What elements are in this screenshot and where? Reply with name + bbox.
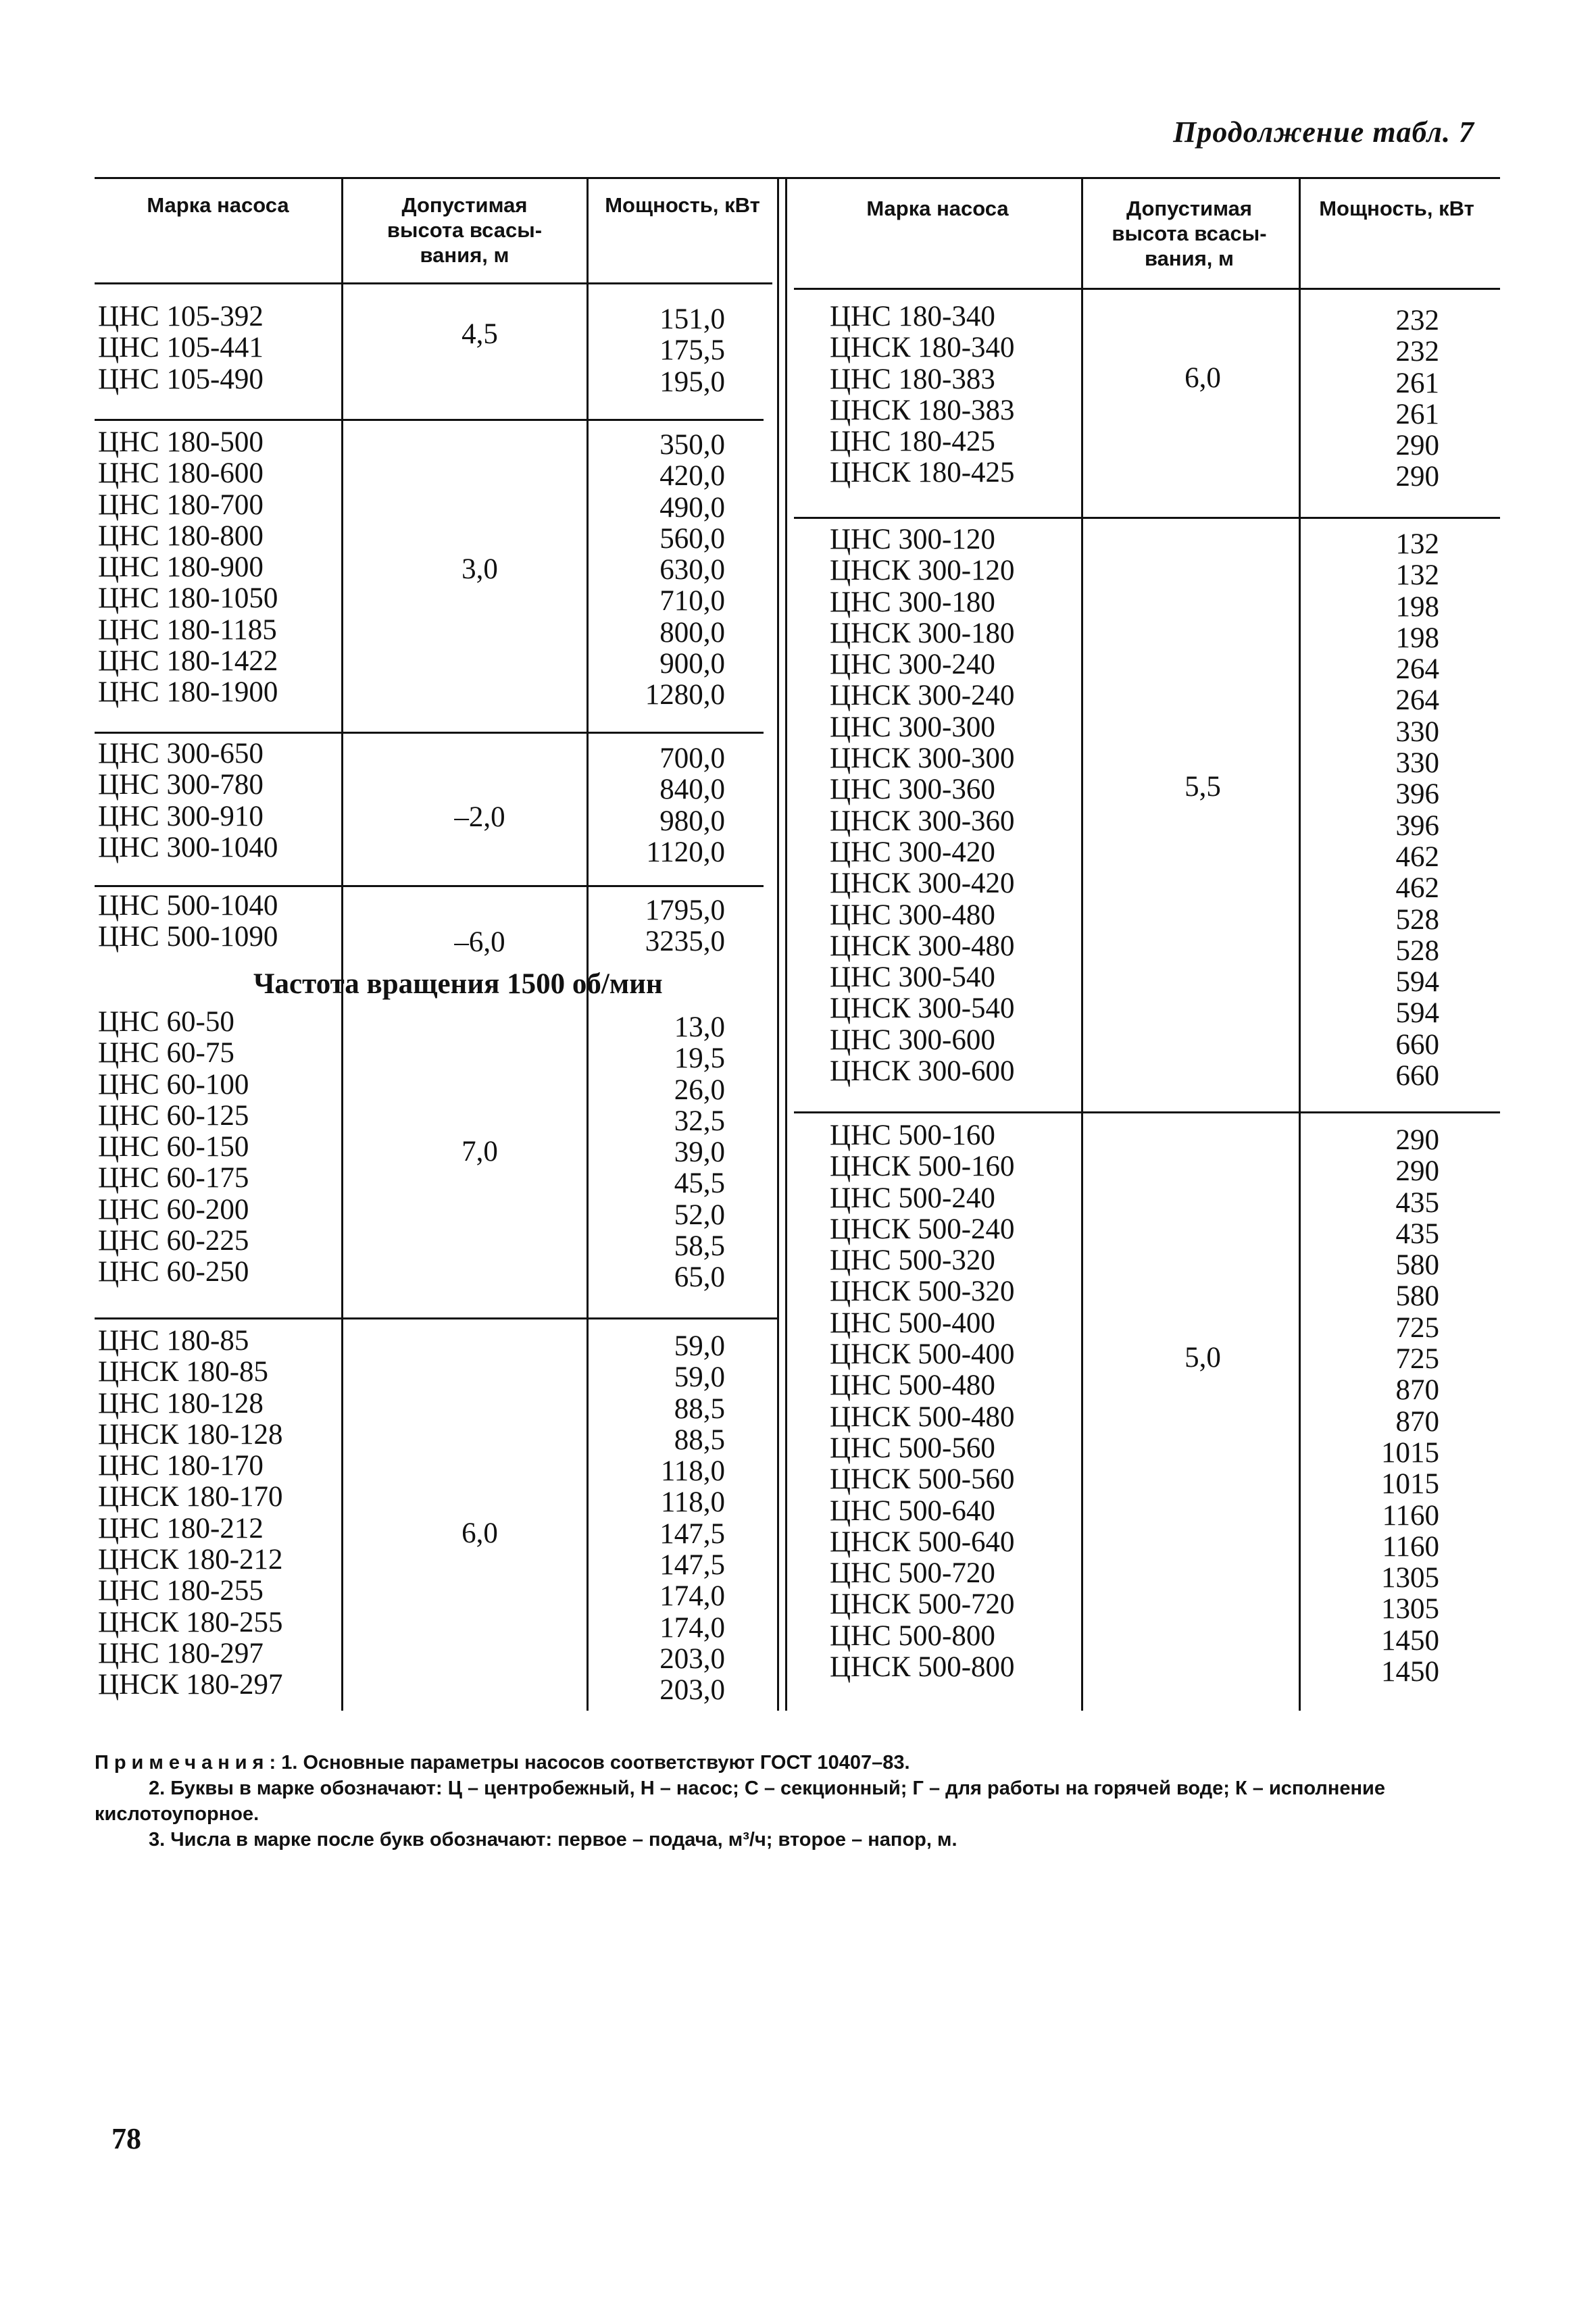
- table-row-power: 840,0: [659, 774, 725, 806]
- table-row-power: 1280,0: [645, 679, 725, 711]
- table-row-brand: ЦНС 300-1040: [98, 831, 278, 863]
- table-row-brand: ЦНС 300-180: [830, 586, 995, 618]
- table-row-brand: ЦНС 300-420: [830, 836, 995, 868]
- note-3: 3. Числа в марке после букв обозначают: первое – подача, м³/ч; второе – напор, м.: [149, 1829, 957, 1851]
- left-group-5-height: 7,0: [462, 1136, 498, 1167]
- right-group-2-powers: [1324, 529, 1439, 1092]
- table-row-brand: ЦНС 500-480: [830, 1369, 995, 1402]
- table-row-power: 350,0: [659, 429, 725, 461]
- table-row-brand: ЦНС 180-1422: [98, 645, 278, 678]
- table-row-brand: ЦНС 300-360: [830, 774, 995, 806]
- left-group-6-brands: [98, 1326, 283, 1701]
- table-row-brand: ЦНС 105-441: [98, 332, 264, 364]
- right-group-3-height: 5,0: [1184, 1342, 1221, 1374]
- table-row-brand: ЦНС 60-75: [98, 1037, 234, 1070]
- table-row-brand: ЦНСК 180-128: [98, 1418, 283, 1451]
- table-row-brand: ЦНСК 300-180: [830, 617, 1015, 649]
- table-row-power: 1305: [1381, 1562, 1439, 1594]
- table-row-brand: ЦНСК 500-160: [830, 1151, 1015, 1183]
- table-row-power: 118,0: [660, 1455, 725, 1488]
- table-row-power: 396: [1395, 778, 1439, 811]
- table-row-power: 1795,0: [645, 895, 725, 926]
- table-row-brand: ЦНСК 500-400: [830, 1338, 1015, 1371]
- table-row-power: 203,0: [659, 1674, 725, 1707]
- table-row-power: 870: [1395, 1374, 1439, 1407]
- table-row-power: 198: [1395, 622, 1439, 654]
- notes-block: [95, 1750, 1500, 1853]
- table-row-brand: ЦНСК 300-120: [830, 555, 1015, 587]
- table-row-brand: ЦНСК 180-255: [98, 1606, 283, 1638]
- right-header-power: Мощность, кВт: [1319, 197, 1474, 220]
- table-row-brand: ЦНС 500-560: [830, 1432, 995, 1464]
- table-row-brand: ЦНСК 180-212: [98, 1544, 283, 1576]
- table-row-brand: ЦНСК 300-540: [830, 992, 1015, 1025]
- table-row-brand: ЦНС 500-320: [830, 1244, 995, 1277]
- table-row-power: 19,5: [674, 1042, 725, 1075]
- table-row-brand: ЦНС 180-170: [98, 1450, 264, 1482]
- table-row-brand: ЦНС 60-250: [98, 1256, 249, 1288]
- table-row-power: 45,5: [674, 1167, 725, 1200]
- table-row-brand: ЦНС 60-100: [98, 1068, 249, 1101]
- table-row-brand: ЦНС 500-240: [830, 1182, 995, 1214]
- left-group-6-height: 6,0: [462, 1517, 498, 1549]
- table-row-power: 118,0: [660, 1486, 725, 1519]
- center-double-rule-b: [785, 177, 787, 1711]
- table-row-brand: ЦНСК 300-240: [830, 680, 1015, 712]
- table-row-power: 147,5: [659, 1549, 725, 1582]
- table-row-power: 151,0: [659, 303, 725, 335]
- right-group-sep-1: [794, 517, 1500, 519]
- left-header-height: Допустимая высота всасы-вания, м: [386, 193, 543, 268]
- right-col-divider-1: [1081, 177, 1083, 1711]
- table-row-power: 261: [1395, 398, 1439, 430]
- table-row-power: 203,0: [659, 1642, 725, 1675]
- table-row-brand: ЦНС 500-1090: [98, 921, 278, 953]
- table-row-power: 132: [1395, 528, 1439, 560]
- right-group-1-brands: [830, 301, 1015, 489]
- left-group-2-brands: [98, 427, 278, 709]
- table-row-brand: ЦНС 180-500: [98, 426, 264, 458]
- table-row-brand: ЦНС 180-900: [98, 551, 264, 584]
- table-row-power: 580: [1395, 1249, 1439, 1282]
- table-row-power: 420,0: [659, 460, 725, 493]
- center-double-rule-a: [777, 177, 779, 1711]
- table-row-power: 132: [1395, 559, 1439, 592]
- table-row-brand: ЦНС 500-720: [830, 1557, 995, 1590]
- table-row-power: 58,5: [674, 1230, 725, 1263]
- table-row-power: 52,0: [674, 1199, 725, 1231]
- table-row-brand: ЦНСК 180-383: [830, 394, 1015, 426]
- table-row-brand: ЦНС 300-480: [830, 899, 995, 931]
- table-row-brand: ЦНСК 500-640: [830, 1526, 1015, 1558]
- table-row-brand: ЦНС 105-490: [98, 363, 264, 395]
- table-row-brand: ЦНС 180-600: [98, 457, 264, 490]
- table-row-power: 1120,0: [646, 836, 725, 868]
- table-row-power: 900,0: [659, 648, 725, 680]
- table-row-brand: ЦНСК 500-240: [830, 1213, 1015, 1245]
- table-row-power: 330: [1395, 747, 1439, 780]
- table-row-power: 1160: [1382, 1530, 1439, 1563]
- right-group-1-powers: [1324, 305, 1439, 493]
- left-group-4-brands: [98, 890, 278, 953]
- table-row-power: 396: [1395, 809, 1439, 842]
- table-row-brand: ЦНС 60-150: [98, 1131, 249, 1163]
- table-row-brand: ЦНС 300-120: [830, 524, 995, 555]
- left-group-3-brands: [98, 738, 278, 863]
- left-col-divider-1: [341, 177, 343, 1711]
- table-row-brand: ЦНСК 180-425: [830, 457, 1015, 489]
- left-group-2-powers: [595, 430, 725, 711]
- right-group-1-height: 6,0: [1184, 362, 1221, 394]
- left-group-5-brands: [98, 1007, 249, 1288]
- table-row-brand: ЦНС 60-50: [98, 1006, 234, 1038]
- table-row-power: 32,5: [674, 1105, 725, 1137]
- table-row-power: 594: [1395, 997, 1439, 1030]
- right-group-3-brands: [830, 1120, 1015, 1683]
- table-row-power: 174,0: [659, 1611, 725, 1644]
- table-row-brand: ЦНС 180-700: [98, 488, 264, 521]
- table-row-brand: ЦНС 500-400: [830, 1307, 995, 1339]
- table-row-power: 560,0: [659, 522, 725, 555]
- left-group-sep-1: [95, 419, 764, 421]
- table-row-brand: ЦНСК 180-85: [98, 1356, 269, 1388]
- table-row-power: 725: [1395, 1343, 1439, 1376]
- right-col-divider-2: [1299, 177, 1301, 1711]
- table-row-brand: ЦНС 300-650: [98, 738, 264, 770]
- table-row-power: 59,0: [674, 1330, 725, 1362]
- table-row-power: 980,0: [659, 805, 725, 837]
- left-group-4-height: –6,0: [454, 926, 505, 958]
- table-row-power: 660: [1395, 1028, 1439, 1061]
- table-row-power: 88,5: [674, 1424, 725, 1456]
- table-row-power: 13,0: [674, 1011, 725, 1043]
- left-group-1-powers: [595, 304, 725, 398]
- table-row-power: 1015: [1381, 1436, 1439, 1469]
- table-row-brand: ЦНС 300-540: [830, 961, 995, 994]
- table-row-brand: ЦНС 180-1050: [98, 582, 278, 615]
- table-row-brand: ЦНС 180-128: [98, 1387, 264, 1419]
- left-col-divider-2: [587, 177, 589, 1711]
- left-group-4-powers: [595, 895, 725, 958]
- table-row-power: 1160: [1382, 1499, 1439, 1532]
- table-row-power: 26,0: [674, 1074, 725, 1106]
- table-row-brand: ЦНСК 500-320: [830, 1276, 1015, 1308]
- table-row-power: 490,0: [659, 491, 725, 524]
- table-row-power: 39,0: [674, 1136, 725, 1169]
- table-row-power: 232: [1395, 336, 1439, 368]
- table-row-power: 65,0: [674, 1261, 725, 1294]
- table-row-power: 175,5: [659, 334, 725, 367]
- table-row-power: 528: [1395, 934, 1439, 967]
- table-row-brand: ЦНС 60-200: [98, 1193, 249, 1226]
- table-row-power: 700,0: [659, 743, 725, 774]
- left-group-sep-2: [95, 732, 764, 734]
- table-row-power: 290: [1395, 1155, 1439, 1188]
- table-row-power: 290: [1395, 430, 1439, 462]
- table-row-power: 264: [1395, 653, 1439, 686]
- table-row-power: 1305: [1381, 1593, 1439, 1626]
- table-row-power: 630,0: [659, 554, 725, 586]
- table-row-brand: ЦНС 180-425: [830, 426, 995, 458]
- left-group-6-powers: [595, 1331, 725, 1707]
- table-row-brand: ЦНСК 180-297: [98, 1669, 283, 1701]
- table-row-power: 580: [1395, 1280, 1439, 1313]
- table-row-brand: ЦНСК 180-340: [830, 332, 1015, 364]
- left-group-1-height: 4,5: [462, 318, 498, 350]
- left-group-sep-4: [95, 1317, 777, 1319]
- table-row-brand: ЦНС 60-175: [98, 1162, 249, 1194]
- table-row-brand: ЦНСК 180-170: [98, 1481, 283, 1513]
- note-2: 2. Буквы в марке обозначают: Ц – центробежный, Н – насос; С – секционный; Г – для работы на горячей воде; К – исполнение кислотоупорное.: [95, 1778, 1385, 1825]
- right-group-2-height: 5,5: [1184, 771, 1221, 803]
- table-row-power: 147,5: [659, 1517, 725, 1550]
- table-row-power: 710,0: [659, 585, 725, 618]
- table-row-power: 59,0: [674, 1361, 725, 1394]
- table-row-power: 198: [1395, 590, 1439, 623]
- table-top-rule: [95, 177, 1500, 179]
- table-row-brand: ЦНС 180-85: [98, 1325, 249, 1357]
- table-row-brand: ЦНС 60-225: [98, 1225, 249, 1257]
- continuation-caption: Продолжение табл. 7: [1173, 116, 1474, 149]
- left-header-power: Мощность, кВт: [605, 193, 760, 217]
- table-row-power: 660: [1395, 1060, 1439, 1092]
- table-row-brand: ЦНС 180-340: [830, 301, 995, 332]
- right-group-3-powers: [1324, 1125, 1439, 1688]
- table-row-power: 330: [1395, 715, 1439, 748]
- rotation-speed-subheading: Частота вращения 1500 об/мин: [253, 968, 663, 1000]
- table-row-brand: ЦНС 180-1900: [98, 676, 278, 709]
- table-row-power: 1450: [1381, 1656, 1439, 1688]
- table-row-brand: ЦНСК 500-720: [830, 1588, 1015, 1621]
- left-group-1-brands: [98, 301, 264, 395]
- left-group-sep-3: [95, 885, 764, 887]
- table-row-brand: ЦНС 180-383: [830, 363, 995, 395]
- table-row-brand: ЦНС 500-1040: [98, 890, 278, 922]
- right-header-brand: Марка насоса: [866, 197, 1009, 220]
- left-group-5-powers: [595, 1012, 725, 1294]
- table-row-power: 290: [1395, 1124, 1439, 1156]
- table-row-power: 462: [1395, 840, 1439, 873]
- table-row-brand: ЦНСК 500-480: [830, 1401, 1015, 1433]
- notes-label: Примечания: [95, 1752, 270, 1774]
- table-row-brand: ЦНСК 300-300: [830, 743, 1015, 775]
- table-row-power: 870: [1395, 1405, 1439, 1438]
- table-row-brand: ЦНСК 300-600: [830, 1055, 1015, 1088]
- right-group-2-brands: [830, 524, 1015, 1087]
- table-row-power: 1450: [1381, 1624, 1439, 1657]
- table-row-power: 261: [1395, 367, 1439, 399]
- left-group-3-powers: [595, 743, 725, 868]
- table-row-brand: ЦНС 300-300: [830, 711, 995, 743]
- table-row-power: 88,5: [674, 1392, 725, 1425]
- note-1-text: : 1. Основные параметры насосов соответствуют ГОСТ 10407–83.: [269, 1752, 910, 1774]
- header-bottom-rule-right: [794, 288, 1500, 290]
- right-group-sep-2: [794, 1111, 1500, 1113]
- table-row-brand: ЦНС 500-640: [830, 1494, 995, 1527]
- table-row-brand: ЦНС 500-160: [830, 1120, 995, 1151]
- table-row-power: 232: [1395, 305, 1439, 336]
- table-row-brand: ЦНС 300-780: [98, 769, 264, 801]
- table-row-brand: ЦНСК 500-560: [830, 1463, 1015, 1496]
- table-row-power: 800,0: [659, 616, 725, 649]
- table-row-power: 435: [1395, 1217, 1439, 1250]
- table-row-brand: ЦНС 500-800: [830, 1619, 995, 1652]
- table-row-brand: ЦНС 300-240: [830, 649, 995, 681]
- table-row-brand: ЦНС 300-600: [830, 1024, 995, 1056]
- table-row-brand: ЦНСК 300-360: [830, 805, 1015, 837]
- table-row-power: 1015: [1381, 1468, 1439, 1501]
- note-1: [95, 1750, 1500, 1776]
- table-row-brand: ЦНСК 300-420: [830, 867, 1015, 900]
- page-number: 78: [111, 2122, 141, 2155]
- table-row-power: 290: [1395, 461, 1439, 493]
- right-header-height: Допустимая высота всасы-вания, м: [1112, 197, 1267, 271]
- header-bottom-rule-left: [95, 282, 772, 284]
- table-row-power: 725: [1395, 1311, 1439, 1344]
- table-row-power: 3235,0: [645, 926, 725, 958]
- table-row-power: 594: [1395, 966, 1439, 999]
- table-row-power: 174,0: [659, 1580, 725, 1613]
- table-row-power: 462: [1395, 872, 1439, 905]
- table-row-brand: ЦНС 180-1185: [98, 613, 277, 646]
- table-row-brand: ЦНСК 300-480: [830, 930, 1015, 962]
- left-group-2-height: 3,0: [462, 553, 498, 585]
- table-row-power: 264: [1395, 684, 1439, 717]
- table-row-power: 528: [1395, 903, 1439, 936]
- table-row-brand: ЦНС 180-255: [98, 1575, 264, 1607]
- table-row-brand: ЦНС 180-297: [98, 1637, 264, 1669]
- table-row-power: 435: [1395, 1186, 1439, 1219]
- left-header-brand: Марка насоса: [147, 193, 289, 217]
- table-row-brand: ЦНС 180-212: [98, 1512, 264, 1544]
- table-row-brand: ЦНС 105-392: [98, 301, 264, 332]
- table-row-power: 195,0: [659, 366, 725, 398]
- table-row-brand: ЦНС 180-800: [98, 520, 264, 552]
- table-row-brand: ЦНСК 500-800: [830, 1651, 1015, 1684]
- left-group-3-height: –2,0: [454, 801, 505, 833]
- table-row-brand: ЦНС 300-910: [98, 800, 264, 832]
- table-row-brand: ЦНС 60-125: [98, 1099, 249, 1132]
